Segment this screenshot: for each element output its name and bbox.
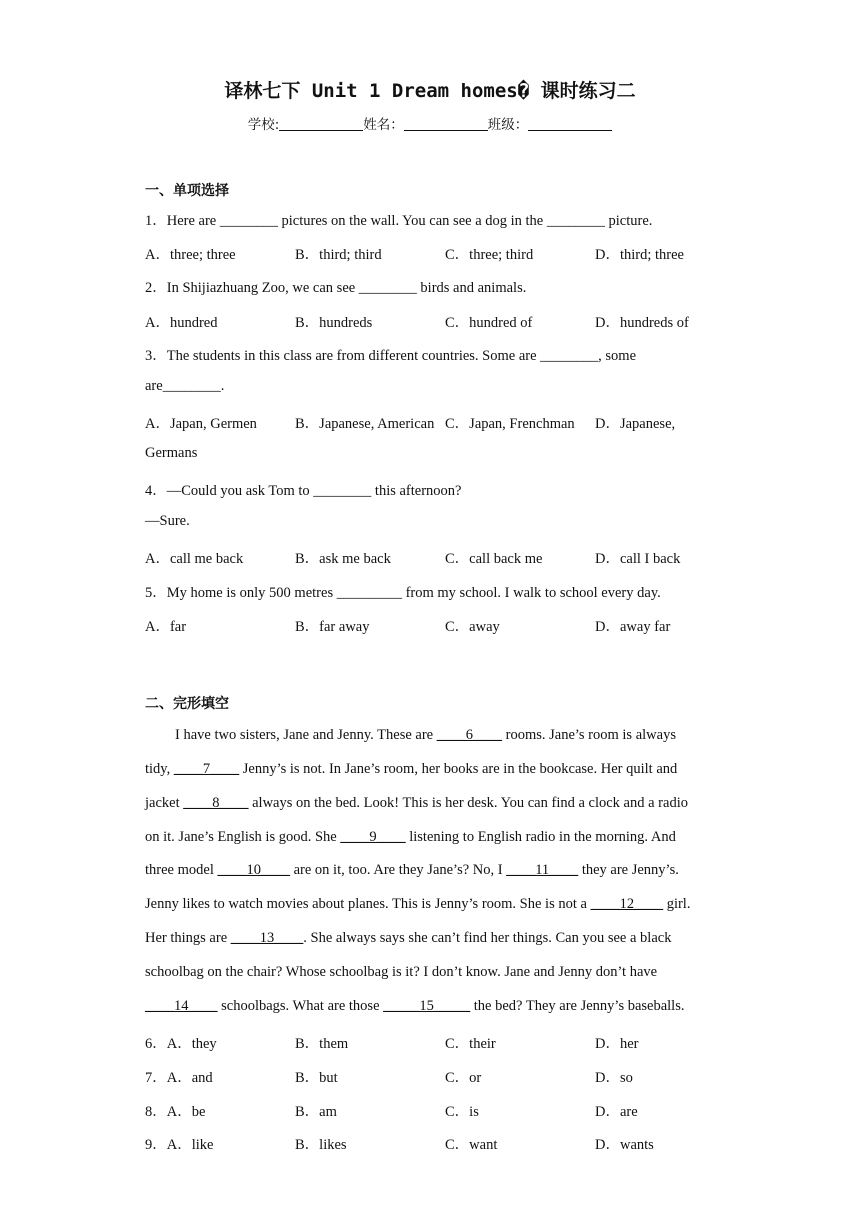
q1-option-d: D．third; three <box>595 247 684 263</box>
q6-option-b: B．them <box>295 1036 349 1052</box>
name-blank <box>404 116 488 131</box>
q8-option-b: B．am <box>295 1104 337 1120</box>
class-label: 班级： <box>487 117 529 133</box>
passage-text: they are Jenny’s. <box>578 862 679 878</box>
q6-option-d: D．her <box>595 1036 639 1052</box>
q8-option-a: 8．A．be <box>145 1104 206 1120</box>
section-heading-multiple-choice: 一、单项选择 <box>145 183 229 199</box>
passage-text: Jenny’s is not. In Jane’s room, her books are in the bookcase. Her quilt and <box>239 761 678 777</box>
q3-option-d: D．Japanese, <box>595 416 676 432</box>
blank-8: ____8____ <box>183 795 249 811</box>
blank-9: ____9____ <box>340 829 406 845</box>
q7-option-a: 7．A．and <box>145 1070 213 1086</box>
q7-option-d: D．so <box>595 1070 633 1086</box>
passage-text: jacket <box>145 795 184 811</box>
passage-text: schoolbag on the chair? Whose schoolbag is it? I don’t know. Jane and Jenny don’t have <box>145 964 658 980</box>
passage-line-8 <box>145 964 657 981</box>
blank-15: _____15_____ <box>383 998 471 1014</box>
passage-line-3 <box>145 795 688 812</box>
q2-option-b: B．hundreds <box>295 315 373 331</box>
q4-option-a: A．call me back <box>145 551 244 567</box>
passage-text: Her things are <box>145 930 231 946</box>
blank-13: ____13____ <box>230 930 304 946</box>
question-4-reply: —Sure. <box>145 513 190 529</box>
blank-6: ____6____ <box>436 727 502 743</box>
passage-line-7 <box>145 930 671 947</box>
question-5-text: 5．My home is only 500 metres _________ from my school. I walk to school every day. <box>145 585 661 601</box>
passage-text: three model <box>145 862 218 878</box>
q5-option-b: B．far away <box>295 619 370 635</box>
question-4-text: 4．—Could you ask Tom to ________ this afternoon? <box>145 483 462 499</box>
passage-line-9 <box>145 998 684 1015</box>
passage-text: schoolbags. What are those <box>217 998 384 1014</box>
passage-text: the bed? They are Jenny’s baseballs. <box>470 998 685 1014</box>
q4-option-d: D．call I back <box>595 551 681 567</box>
passage-text: are on it, too. Are they Jane’s? No, I <box>289 862 507 878</box>
q9-option-b: B．likes <box>295 1137 347 1153</box>
q1-option-b: B．third; third <box>295 247 382 263</box>
school-label: 学校: <box>247 117 280 133</box>
q2-option-a: A．hundred <box>145 315 218 331</box>
passage-text: on it. Jane’s English is good. She <box>145 829 341 845</box>
passage-line-6 <box>145 896 690 913</box>
q9-option-c: C．want <box>445 1137 498 1153</box>
passage-text: girl. <box>663 896 691 912</box>
q9-option-d: D．wants <box>595 1137 654 1153</box>
passage-text: Jenny likes to watch movies about planes. This is Jenny’s room. She is not a <box>145 896 591 912</box>
passage-text: I have two sisters, Jane and Jenny. These are <box>175 727 437 743</box>
q1-option-a: A．three; three <box>145 247 236 263</box>
q4-option-c: C．call back me <box>445 551 543 567</box>
question-1-text: 1．Here are ________ pictures on the wall. You can see a dog in the ________ picture. <box>145 213 653 229</box>
q3-option-b: B．Japanese, American <box>295 416 435 432</box>
q7-option-c: C．or <box>445 1070 482 1086</box>
passage-line-4 <box>145 829 676 846</box>
question-3-text-cont: are________. <box>145 378 225 394</box>
school-blank <box>279 116 363 131</box>
question-3-text: 3．The students in this class are from different countries. Some are ________, some <box>145 348 637 364</box>
q3-option-d-wrap: Germans <box>145 445 198 461</box>
blank-7: ____7____ <box>173 761 240 777</box>
passage-line-1 <box>175 727 676 744</box>
blank-11: ____11____ <box>506 862 579 878</box>
passage-line-5 <box>145 862 679 879</box>
q8-option-d: D．are <box>595 1104 638 1120</box>
q2-option-c: C．hundred of <box>445 315 533 331</box>
passage-text: listening to English radio in the morning. And <box>405 829 676 845</box>
blank-12: ____12____ <box>590 896 664 912</box>
blank-14: ____14____ <box>145 998 218 1014</box>
q6-option-c: C．their <box>445 1036 496 1052</box>
section-heading-cloze: 二、完形填空 <box>145 696 229 712</box>
q1-option-c: C．three; third <box>445 247 534 263</box>
passage-line-2 <box>145 761 677 778</box>
q3-option-a: A．Japan, Germen <box>145 416 257 432</box>
blank-10: ____10____ <box>217 862 290 878</box>
q5-option-d: D．away far <box>595 619 671 635</box>
q2-option-d: D．hundreds of <box>595 315 689 331</box>
page-title: 译林七下 Unit 1 Dream homes� 课时练习二 <box>224 80 636 102</box>
passage-text: always on the bed. Look! This is her desk. You can find a clock and a radio <box>248 795 688 811</box>
q5-option-c: C．away <box>445 619 500 635</box>
q3-option-c: C．Japan, Frenchman <box>445 416 575 432</box>
q4-option-b: B．ask me back <box>295 551 391 567</box>
passage-text: rooms. Jane’s room is always <box>501 727 676 743</box>
q7-option-b: B．but <box>295 1070 338 1086</box>
passage-text: . She always says she can’t find her things. Can you see a black <box>303 930 672 946</box>
student-info-line <box>0 113 860 133</box>
question-2-text: 2．In Shijiazhuang Zoo, we can see ________ birds and animals. <box>145 280 527 296</box>
passage-text: tidy, <box>145 761 174 777</box>
q5-option-a: A．far <box>145 619 187 635</box>
q9-option-a: 9．A．like <box>145 1137 214 1153</box>
q6-option-a: 6．A．they <box>145 1036 217 1052</box>
q8-option-c: C．is <box>445 1104 479 1120</box>
class-blank <box>528 116 612 131</box>
name-label: 姓名： <box>363 117 404 133</box>
